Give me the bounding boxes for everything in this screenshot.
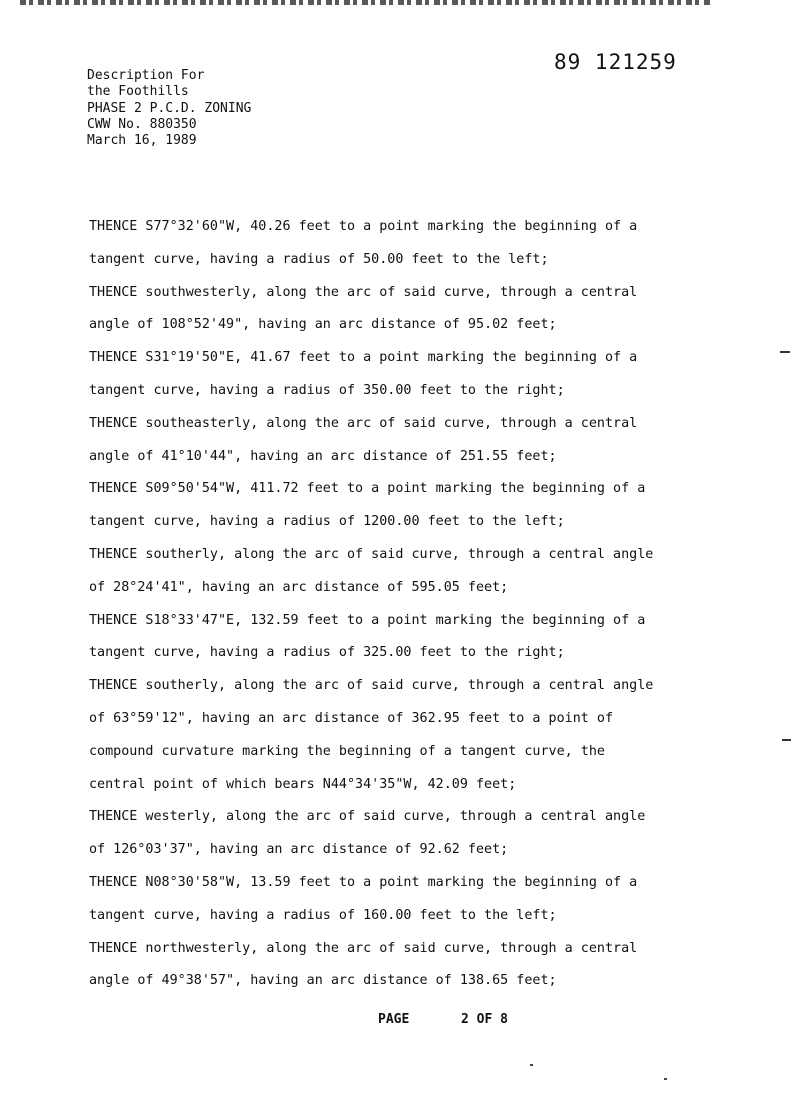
body-line: THENCE southeasterly, along the arc of said curve, through a central	[89, 415, 638, 431]
document-number: 89 121259	[554, 50, 677, 74]
body-line: THENCE S31°19'50"E, 41.67 feet to a point marking the beginning of a	[89, 350, 638, 366]
body-line: THENCE S09°50'54"W, 411.72 feet to a point marking the beginning of a	[89, 481, 646, 497]
body-line: THENCE southerly, along the arc of said curve, through a central angle	[89, 678, 654, 694]
margin-tick-mark	[780, 351, 790, 353]
body-line: tangent curve, having a radius of 160.00 feet to the left;	[89, 907, 557, 923]
margin-tick-mark	[782, 739, 791, 741]
page-footer	[378, 1012, 508, 1027]
header-line: March 16, 1989	[87, 133, 197, 149]
description-header	[87, 68, 251, 149]
body-line: angle of 49°38'57", having an arc distance of 138.65 feet;	[89, 973, 557, 989]
header-line: Description For	[87, 68, 205, 83]
body-line: THENCE southwesterly, along the arc of said curve, through a central	[89, 284, 638, 300]
body-line: angle of 108°52'49", having an arc distance of 95.02 feet;	[89, 317, 557, 333]
scan-speck	[664, 1078, 667, 1080]
body-line: of 28°24'41", having an arc distance of 595.05 feet;	[89, 579, 509, 595]
body-line: THENCE northwesterly, along the arc of said curve, through a central	[89, 940, 638, 956]
body-line: THENCE N08°30'58"W, 13.59 feet to a point marking the beginning of a	[89, 874, 638, 890]
scan-edge-artifact	[20, 0, 710, 5]
body-line: THENCE southerly, along the arc of said curve, through a central angle	[89, 546, 654, 562]
body-line: central point of which bears N44°34'35"W, 42.09 feet;	[89, 776, 517, 792]
header-line: the Foothills	[87, 84, 189, 100]
body-line: tangent curve, having a radius of 350.00 feet to the right;	[89, 382, 565, 398]
body-line: THENCE S77°32'60"W, 40.26 feet to a point marking the beginning of a	[89, 219, 638, 234]
body-line: of 126°03'37", having an arc distance of 92.62 feet;	[89, 842, 509, 858]
header-line: CWW No. 880350	[87, 116, 197, 132]
body-line: tangent curve, having a radius of 1200.00 feet to the left;	[89, 514, 565, 530]
body-line: tangent curve, having a radius of 50.00 feet to the left;	[89, 251, 549, 267]
body-line: THENCE S18°33'47"E, 132.59 feet to a point marking the beginning of a	[89, 612, 646, 628]
scan-speck	[530, 1064, 533, 1066]
header-line: PHASE 2 P.C.D. ZONING	[87, 100, 252, 116]
page-number: 2 OF 8	[460, 1012, 508, 1027]
body-line: of 63°59'12", having an arc distance of 362.95 feet to a point of	[89, 710, 614, 726]
body-line: compound curvature marking the beginning of a tangent curve, the	[89, 743, 605, 759]
body-line: tangent curve, having a radius of 325.00 feet to the right;	[89, 645, 565, 661]
legal-description-body	[89, 211, 779, 998]
body-line: THENCE westerly, along the arc of said curve, through a central angle	[89, 809, 646, 825]
body-line: angle of 41°10'44", having an arc distance of 251.55 feet;	[89, 448, 557, 464]
page-label: PAGE	[378, 1012, 410, 1027]
